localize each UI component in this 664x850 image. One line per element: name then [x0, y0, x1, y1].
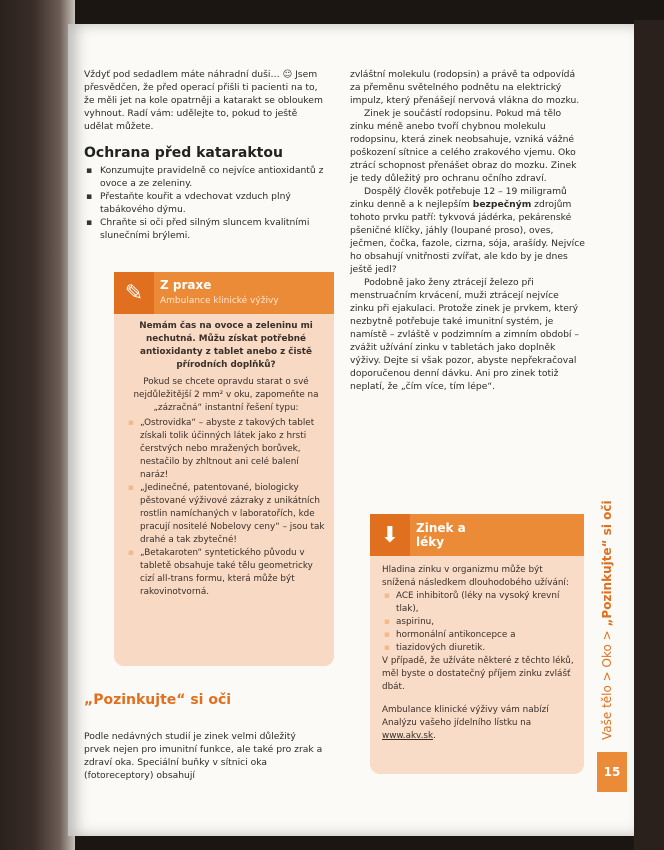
paragraph [350, 185, 585, 276]
intro-paragraph: Vždyť pod sedadlem máte náhradní duši… ☺ Jsem přesvědčen, že před operací přišli ti pacienti na to, že měli jet na kole opatrněji a katarakt se obloukem vyhnout. Radí vám: udělejte to, pokud to ještě udělat můžete. [84, 69, 323, 132]
right-column [350, 68, 585, 393]
text-span: . [433, 731, 436, 741]
scan-right-edge [634, 20, 664, 850]
page-number: 15 [597, 752, 627, 792]
box-lead: Nemám čas na ovoce a zeleninu mi nechutná. Můžu získat potřebné antioxidanty z tablet anebo z čistě přírodních doplňků? [139, 321, 313, 370]
side-breadcrumb [600, 500, 614, 740]
text-span: Dospělý člověk potřebuje 12 – 19 miligramů zinku denně a k nejlepším [350, 186, 567, 210]
scan-binding-shadow [0, 0, 75, 850]
paragraph: Podle nedávných studií je zinek velmi důležitý prvek nejen pro imunitní funkce, ale také pro zrak a zdraví oka. Speciální buňky v sítnici oka (fotoreceptory) obsahují [84, 731, 323, 781]
bold-span: bezpečným [472, 199, 532, 210]
paragraph: Podobně jako ženy ztrácejí železo při menstruačním krvácení, muži ztrácejí nejvíce zinku při ejakulaci. Protože zinek je prvkem, který nezbytně potřebuje také imunitní systém, je namístě – zvláště v podzimním a zimním období – zvážit užívání zinku v tabletách jako doplněk výživy. Dejte si však pozor, abyste nepřekračoval doporučenou denní dávku. Ani pro zinek totiž neplatí, že „čím více, tím lépe“. [350, 277, 579, 392]
box-header [370, 514, 584, 556]
paragraph: zvláštní molekulu (rodopsin) a právě ta odpovídá za přeměnu světelného podnětu na elektrický impulz, který přenášejí nervová vlákna do mozku. [350, 69, 580, 106]
text-span: zdrojům tohoto prvku patří: tykvová jádérka, pekárenské pšeničné klíčky, jáhly (loupané proso), oves, ječmen, čočka, fazole, cizrna, sója, arašídy. Nejvíce ho obsahují vnitřnosti zvířat, ale kdo by je dnes ještě jedl? [350, 199, 585, 275]
list-item: ▪ „Jedinečné, patentované, biologicky pěstované výživové zázraky z unikátních rostlin namíchaných v laboratořích, kde pracují nositelé Nobelovy ceny“ – jsou tak drahé a tak zbytečné! [140, 482, 326, 547]
paragraph: Zinek je součástí rodopsinu. Pokud má tělo zinku méně anebo tvoří chybnou molekulu rodopsinu, která zinek neobsahuje, vzniká vážné poškození sítnice a celého zrakového vjemu. Oko ztrácí schopnost přenášet obraz do mozku. Zinek je tedy důležitý pro ochranu očního zdraví. [350, 108, 577, 184]
list-item: ▪ hormonální antikoncepce a [396, 629, 578, 642]
box-body [382, 564, 578, 743]
list-item: ▪ „Betakaroten“ syntetického původu v tabletě obsahuje také tělu geometricky cizí all-trans formu, která může být rakovinotvorná. [140, 547, 326, 599]
left-column [84, 68, 324, 242]
box-header [114, 272, 334, 314]
akv-link[interactable]: www.akv.sk [382, 731, 434, 741]
section-heading-pozinkujte: „Pozinkujte“ si oči [84, 692, 232, 708]
box-paragraph: Hladina zinku v organizmu může být snížená následkem dlouhodobého užívání: [382, 565, 569, 588]
bullet-list [84, 164, 324, 242]
breadcrumb-current: „Pozinkujte“ si oči [600, 500, 614, 627]
list-item: ▪ aspirinu, [396, 616, 578, 629]
box-title: Zinek a léky [416, 521, 466, 549]
pencil-icon: ✎ [114, 272, 154, 314]
box-body [126, 320, 326, 599]
text-span: Ambulance klinické výživy vám nabízí Analýzu vašeho jídelního lístku na [382, 705, 549, 728]
practice-box [114, 272, 334, 666]
box-list [382, 590, 578, 655]
box-list [126, 417, 326, 599]
breadcrumb-path: Vaše tělo > Oko > [600, 626, 614, 740]
list-item: ▪ „Ostrovidka“ – abyste z takových tablet získali tolik účinných látek jako z hrsti čerstvých nebo mražených borůvek, nestačilo by zhltnout ani celé balení naráz! [140, 417, 326, 482]
list-item: ▪ Konzumujte pravidelně co nejvíce antioxidantů z ovoce a ze zeleniny. [100, 164, 324, 190]
box-paragraph: V případě, že užíváte některé z těchto léků, měl byste o dostatečný příjem zinku zvlášť dbát. [382, 656, 574, 692]
list-item: ▪ Chraňte si oči před silným sluncem kvalitními slunečními brýlemi. [100, 216, 324, 242]
box-paragraph: Pokud se chcete opravdu starat o své nejdůležitější 2 mm² v oku, zapomeňte na „zázračná“ instantní řešení typu: [133, 377, 319, 413]
box-paragraph [382, 704, 578, 743]
section-heading: Ochrana před kataraktou [84, 145, 283, 161]
list-item: ▪ ACE inhibitorů (léky na vysoký krevní tlak), [396, 590, 578, 616]
box-subtitle: Ambulance klinické výživy [160, 296, 279, 306]
box-title: Z praxe [160, 278, 212, 292]
zinc-drugs-box [370, 514, 584, 774]
arrow-down-icon: ⬇ [370, 514, 410, 556]
list-item: ▪ Přestaňte kouřit a vdechovat vzduch plný tabákového dýmu. [100, 190, 324, 216]
left-column-bottom [84, 730, 324, 782]
list-item: ▪ tiazidových diuretik. [396, 642, 578, 655]
